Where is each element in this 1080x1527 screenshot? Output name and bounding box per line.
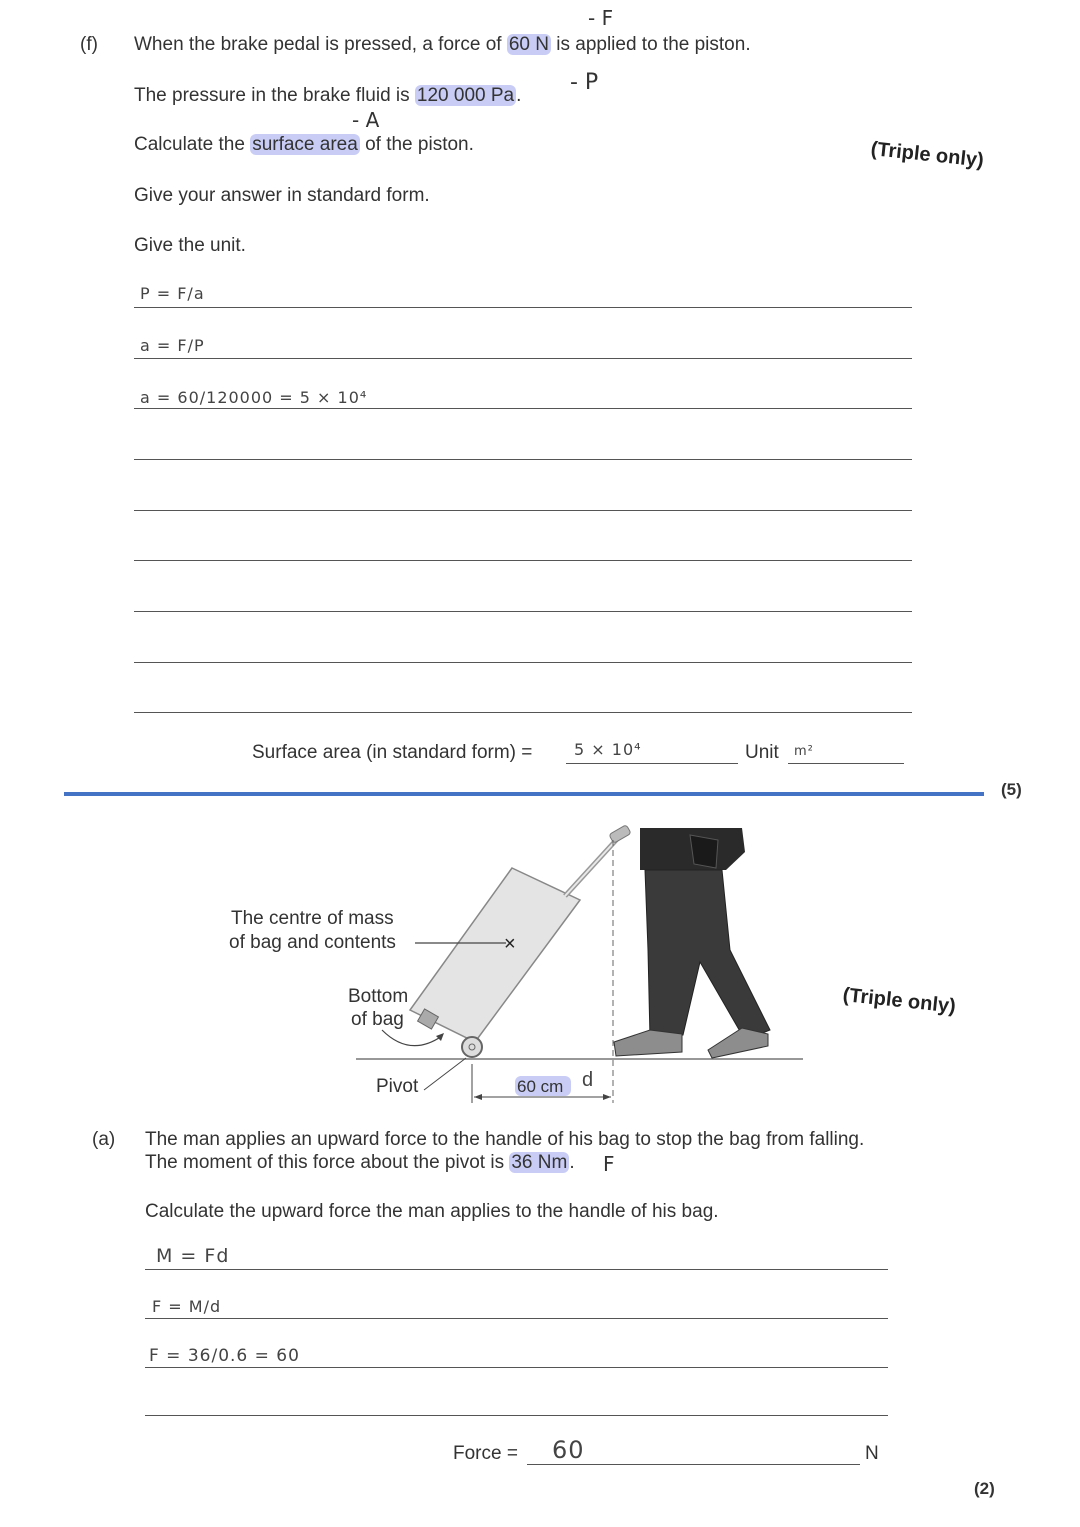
centre-of-mass-label-1: The centre of mass	[231, 908, 394, 929]
annotation-f: - F	[588, 6, 614, 30]
answer-line	[134, 611, 912, 612]
question-text: The pressure in the brake fluid is	[134, 85, 415, 106]
highlight-force: 60 N	[508, 34, 549, 55]
answer-value-surface-area: 5 × 10⁴	[574, 740, 642, 759]
triple-only-label: (Triple only)	[869, 138, 985, 172]
highlight-pressure: 120 000 Pa	[416, 85, 515, 106]
pivot-pointer-line	[424, 1058, 466, 1090]
question-text: .	[569, 1152, 575, 1173]
question-text: .	[516, 85, 522, 106]
question-f-line-1	[134, 34, 751, 56]
answer-line	[134, 712, 912, 713]
man-left-shoe	[614, 1030, 682, 1056]
question-text: The moment of this force about the pivot is	[145, 1152, 510, 1173]
answer-line	[134, 560, 912, 561]
working-line-3: a = 60/120000 = 5 × 10⁴	[140, 388, 368, 407]
man-hand	[690, 835, 718, 868]
question-label-f: (f)	[80, 34, 98, 55]
question-a-line-1: The man applies an upward force to the handle of his bag to stop the bag from falling.	[145, 1129, 865, 1150]
man-trousers	[645, 870, 770, 1040]
bottom-of-bag-label-2: of bag	[351, 1009, 404, 1030]
answer-line	[134, 358, 912, 359]
distance-label: 60 cm	[517, 1077, 564, 1096]
answer-line	[145, 1415, 888, 1416]
working-line-a-3: F = 36/0.6 = 60	[149, 1346, 300, 1366]
question-text: is applied to the piston.	[550, 34, 751, 55]
triple-only-label-2: (Triple only)	[841, 984, 957, 1018]
centre-of-mass-cross: ×	[504, 933, 516, 955]
answer-line	[134, 662, 912, 663]
answer-line	[145, 1367, 888, 1368]
working-line-1: P = F/a	[140, 284, 205, 303]
answer-label-surface-area: Surface area (in standard form) =	[252, 742, 533, 763]
annotation-f-2: F	[603, 1152, 615, 1176]
unit-value: m²	[794, 744, 814, 759]
question-f-line-2	[134, 85, 521, 107]
answer-label-force: Force =	[453, 1443, 518, 1464]
working-line-2: a = F/P	[140, 336, 205, 355]
annotation-p: - P	[570, 70, 599, 95]
answer-blank-force	[527, 1464, 860, 1465]
answer-line	[134, 307, 912, 308]
question-text: Calculate the	[134, 134, 251, 155]
bag-moment-diagram	[0, 800, 1080, 1120]
highlight-moment: 36 Nm	[511, 1152, 568, 1173]
answer-line	[134, 459, 912, 460]
centre-of-mass-label-2: of bag and contents	[229, 932, 396, 953]
bag-wheel	[462, 1037, 482, 1057]
unit-label: Unit	[745, 742, 779, 763]
question-label-a: (a)	[92, 1129, 116, 1150]
marks-f: (5)	[1001, 780, 1022, 799]
question-a-line-3: Calculate the upward force the man applies to the handle of his bag.	[145, 1201, 719, 1222]
answer-line	[134, 408, 912, 409]
question-a-line-2	[145, 1152, 575, 1174]
bottom-pointer-curve	[382, 1030, 442, 1046]
answer-line	[145, 1269, 888, 1270]
handle-grip	[609, 825, 631, 844]
working-line-a-1: M = Fd	[156, 1245, 230, 1267]
bottom-of-bag-label-1: Bottom	[348, 986, 409, 1007]
pivot-label: Pivot	[376, 1076, 419, 1097]
man-right-shoe	[708, 1028, 768, 1058]
man-figure	[614, 828, 770, 1058]
working-line-a-2: F = M/d	[152, 1297, 222, 1316]
distance-annotation: d	[582, 1069, 594, 1091]
answer-blank	[566, 763, 738, 764]
answer-line	[134, 510, 912, 511]
answer-value-force: 60	[552, 1436, 585, 1464]
question-text: When the brake pedal is pressed, a force of	[134, 34, 507, 55]
question-f-line-5: Give the unit.	[134, 235, 246, 256]
question-text: of the piston.	[359, 134, 474, 155]
marks-a: (2)	[974, 1479, 995, 1498]
annotation-a: - A	[352, 108, 380, 132]
question-f-line-3	[134, 134, 474, 156]
question-f-line-4: Give your answer in standard form.	[134, 185, 430, 206]
unit-force: N	[865, 1443, 879, 1464]
highlight-surface-area: surface area	[252, 134, 358, 155]
unit-blank	[788, 763, 904, 764]
answer-line	[145, 1318, 888, 1319]
section-divider	[64, 792, 984, 796]
